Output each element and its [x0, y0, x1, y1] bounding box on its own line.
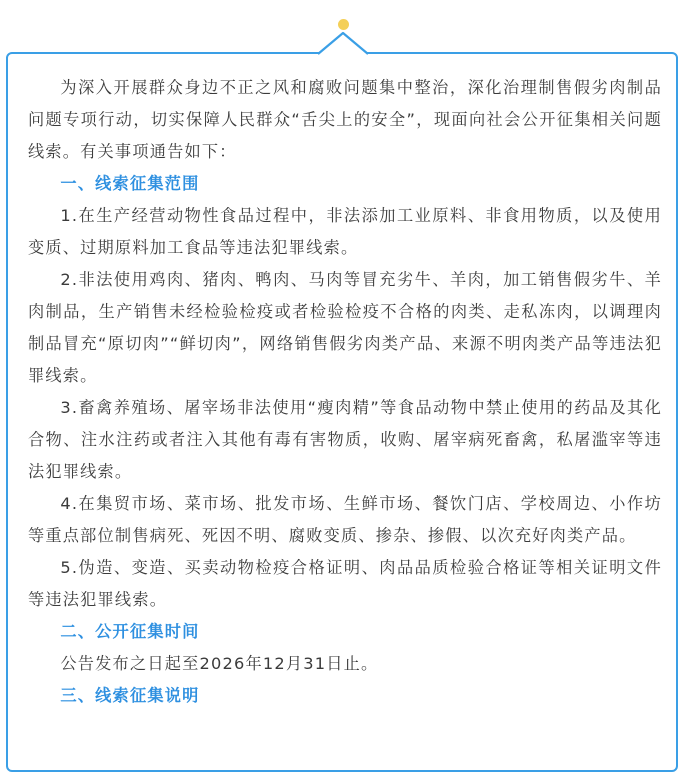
- section-3-heading: 三、线索征集说明: [60, 686, 200, 705]
- intro-paragraph: 为深入开展群众身边不正之风和腐败问题集中整治，深化治理制售假劣肉制品问题专项行动，切实保障人民群众“舌尖上的安全”，现面向社会公开征集相关问题线索。有关事项通告如下：: [28, 78, 662, 161]
- notice-body: [28, 72, 662, 712]
- section-1-heading: 一、线索征集范围: [60, 174, 200, 193]
- section-2-text: 公告发布之日起至2026年12月31日止。: [60, 654, 379, 673]
- section-1-item-5: 5.伪造、变造、买卖动物检疫合格证明、肉品品质检验合格证等相关证明文件等违法犯罪线索。: [28, 558, 662, 609]
- section-2-heading: 二、公开征集时间: [60, 622, 200, 641]
- section-1-item-3: 3.畜禽养殖场、屠宰场非法使用“瘦肉精”等食品动物中禁止使用的药品及其化合物、注水注药或者注入其他有毒有害物质，收购、屠宰病死畜禽，私屠滥宰等违法犯罪线索。: [28, 398, 662, 481]
- notch-dot-icon: [338, 19, 349, 30]
- section-1-item-4: 4.在集贸市场、菜市场、批发市场、生鲜市场、餐饮门店、学校周边、小作坊等重点部位制售病死、死因不明、腐败变质、掺杂、掺假、以次充好肉类产品。: [28, 494, 662, 545]
- frame-notch-icon: [317, 31, 369, 55]
- section-1-item-1: 1.在生产经营动物性食品过程中，非法添加工业原料、非食用物质，以及使用变质、过期原料加工食品等违法犯罪线索。: [28, 206, 662, 257]
- section-1-item-2: 2.非法使用鸡肉、猪肉、鸭肉、马肉等冒充劣牛、羊肉，加工销售假劣牛、羊肉制品，生产销售未经检验检疫或者检验检疫不合格的肉类、走私冻肉，以调理肉制品冒充“原切肉”“鲜切肉”，网络销售假劣肉类产品、来源不明肉类产品等违法犯罪线索。: [28, 270, 662, 385]
